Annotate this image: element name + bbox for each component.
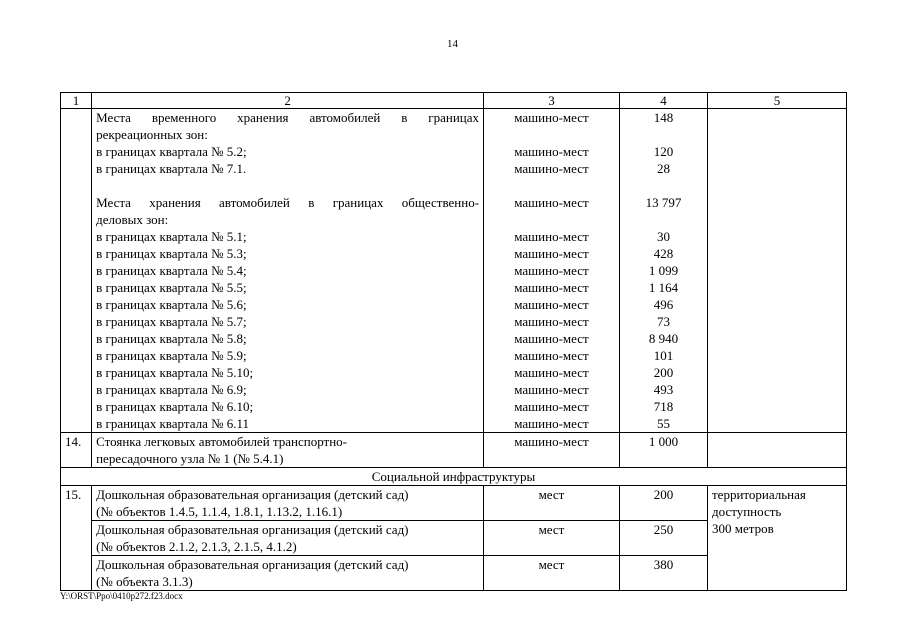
row-number: 15. bbox=[61, 486, 92, 591]
row14-description bbox=[92, 433, 484, 468]
block2-row-value: 200 bbox=[653, 365, 674, 380]
table-row-15 bbox=[61, 486, 847, 521]
row15-item-value: 250 bbox=[619, 521, 707, 556]
row15-item-line2: (№ объекта 3.1.3) bbox=[96, 574, 193, 589]
block2-row-label: в границах квартала № 5.5; bbox=[96, 280, 247, 295]
block2-row-unit: машино-мест bbox=[514, 263, 589, 278]
block2-title-line2: деловых зон: bbox=[96, 212, 169, 227]
row14-line1: Стоянка легковых автомобилей транспортно- bbox=[96, 434, 347, 449]
row15-note bbox=[708, 486, 847, 591]
block1-row-value: 120 bbox=[653, 144, 674, 159]
document-table bbox=[60, 92, 847, 591]
row15-item-line2: (№ объектов 1.4.5, 1.1.4, 1.8.1, 1.13.2, 1.16.1) bbox=[96, 504, 343, 519]
block2-total: 13 797 bbox=[645, 195, 682, 210]
header-cell-3: 3 bbox=[484, 93, 620, 109]
page-number: 14 bbox=[447, 38, 458, 50]
block1-row-value: 28 bbox=[656, 161, 670, 176]
block2-row-label: в границах квартала № 5.9; bbox=[96, 348, 247, 363]
block2-row-label: в границах квартала № 5.3; bbox=[96, 246, 247, 261]
block2-row-label: в границах квартала № 5.4; bbox=[96, 263, 247, 278]
block1-row-unit: машино-мест bbox=[514, 161, 589, 176]
block1-row-label: в границах квартала № 5.2; bbox=[96, 144, 247, 159]
row15-item-line1: Дошкольная образовательная организация (детский сад) bbox=[96, 522, 409, 537]
row15-item-unit: мест bbox=[484, 486, 620, 521]
row14-line2: пересадочного узла № 1 (№ 5.4.1) bbox=[96, 451, 284, 466]
block2-row-unit: машино-мест bbox=[514, 246, 589, 261]
row15-item-line1: Дошкольная образовательная организация (детский сад) bbox=[96, 557, 409, 572]
row15-item-description bbox=[92, 521, 484, 556]
block2-row-label: в границах квартала № 5.10; bbox=[96, 365, 254, 380]
block2-row-label: в границах квартала № 5.6; bbox=[96, 297, 247, 312]
row15-item-description bbox=[92, 486, 484, 521]
block1-unit: машино-мест bbox=[514, 110, 589, 125]
block2-row-label: в границах квартала № 6.9; bbox=[96, 382, 247, 397]
block2-row-value: 8 940 bbox=[648, 331, 679, 346]
block1-total: 148 bbox=[653, 110, 674, 125]
block2-row-unit: машино-мест bbox=[514, 365, 589, 380]
block2-row-label: в границах квартала № 5.1; bbox=[96, 229, 247, 244]
block2-row-label: в границах квартала № 6.10; bbox=[96, 399, 254, 414]
section-row bbox=[61, 468, 847, 486]
block2-title-line1: Места хранения автомобилей в границах общественно- bbox=[96, 195, 480, 210]
block2-row-value: 496 bbox=[653, 297, 674, 312]
block1-row-label: в границах квартала № 7.1. bbox=[96, 161, 247, 176]
parking-description-cell bbox=[92, 109, 484, 433]
block2-row-value: 1 164 bbox=[648, 280, 679, 295]
row15-item-line1: Дошкольная образовательная организация (детский сад) bbox=[96, 487, 409, 502]
row15-item-unit: мест bbox=[484, 556, 620, 591]
block1-title-line1: Места временного хранения автомобилей в границах bbox=[96, 110, 480, 125]
parking-value-cell bbox=[619, 109, 707, 433]
footer-file-path: Y:\ORST\Ppo\0410p272.f23.docx bbox=[60, 591, 183, 601]
row15-item-unit: мест bbox=[484, 521, 620, 556]
row15-item-line2: (№ объектов 2.1.2, 2.1.3, 2.1.5, 4.1.2) bbox=[96, 539, 297, 554]
block2-row-label: в границах квартала № 5.8; bbox=[96, 331, 247, 346]
block2-row-unit: машино-мест bbox=[514, 416, 589, 431]
block1-row-unit: машино-мест bbox=[514, 144, 589, 159]
row-number-empty bbox=[61, 109, 92, 433]
block2-row-value: 73 bbox=[656, 314, 670, 329]
block2-row-unit: машино-мест bbox=[514, 331, 589, 346]
block2-row-unit: машино-мест bbox=[514, 399, 589, 414]
row15-note-line2: доступность bbox=[712, 504, 782, 519]
block2-row-unit: машино-мест bbox=[514, 382, 589, 397]
block2-row-label: в границах квартала № 6.11 bbox=[96, 416, 250, 431]
block2-row-value: 30 bbox=[656, 229, 670, 244]
table-row-parking bbox=[61, 109, 847, 433]
row15-item-value: 200 bbox=[619, 486, 707, 521]
block2-row-value: 1 099 bbox=[648, 263, 679, 278]
block2-row-unit: машино-мест bbox=[514, 297, 589, 312]
block2-row-value: 428 bbox=[653, 246, 674, 261]
row15-item-value: 380 bbox=[619, 556, 707, 591]
table-header-row bbox=[61, 93, 847, 109]
block2-row-unit: машино-мест bbox=[514, 314, 589, 329]
parking-unit-cell bbox=[484, 109, 620, 433]
header-cell-4: 4 bbox=[619, 93, 707, 109]
row14-note bbox=[708, 433, 847, 468]
block1-title-line2: рекреационных зон: bbox=[96, 127, 208, 142]
block2-row-value: 101 bbox=[653, 348, 674, 363]
block2-row-unit: машино-мест bbox=[514, 280, 589, 295]
block2-row-value: 493 bbox=[653, 382, 674, 397]
row15-note-line3: 300 метров bbox=[712, 521, 774, 536]
table-row-14 bbox=[61, 433, 847, 468]
header-cell-1: 1 bbox=[61, 93, 92, 109]
row15-note-line1: территориальная bbox=[712, 487, 806, 502]
parking-note-cell bbox=[708, 109, 847, 433]
header-cell-5: 5 bbox=[708, 93, 847, 109]
block2-row-value: 718 bbox=[653, 399, 674, 414]
row14-unit: машино-мест bbox=[484, 433, 620, 468]
row14-value: 1 000 bbox=[619, 433, 707, 468]
block2-row-value: 55 bbox=[656, 416, 670, 431]
block2-unit: машино-мест bbox=[514, 195, 589, 210]
row15-item-description bbox=[92, 556, 484, 591]
row-number: 14. bbox=[61, 433, 92, 468]
block2-row-unit: машино-мест bbox=[514, 229, 589, 244]
header-cell-2: 2 bbox=[92, 93, 484, 109]
block2-row-unit: машино-мест bbox=[514, 348, 589, 363]
block2-row-label: в границах квартала № 5.7; bbox=[96, 314, 247, 329]
section-title: Социальной инфраструктуры bbox=[61, 468, 847, 486]
